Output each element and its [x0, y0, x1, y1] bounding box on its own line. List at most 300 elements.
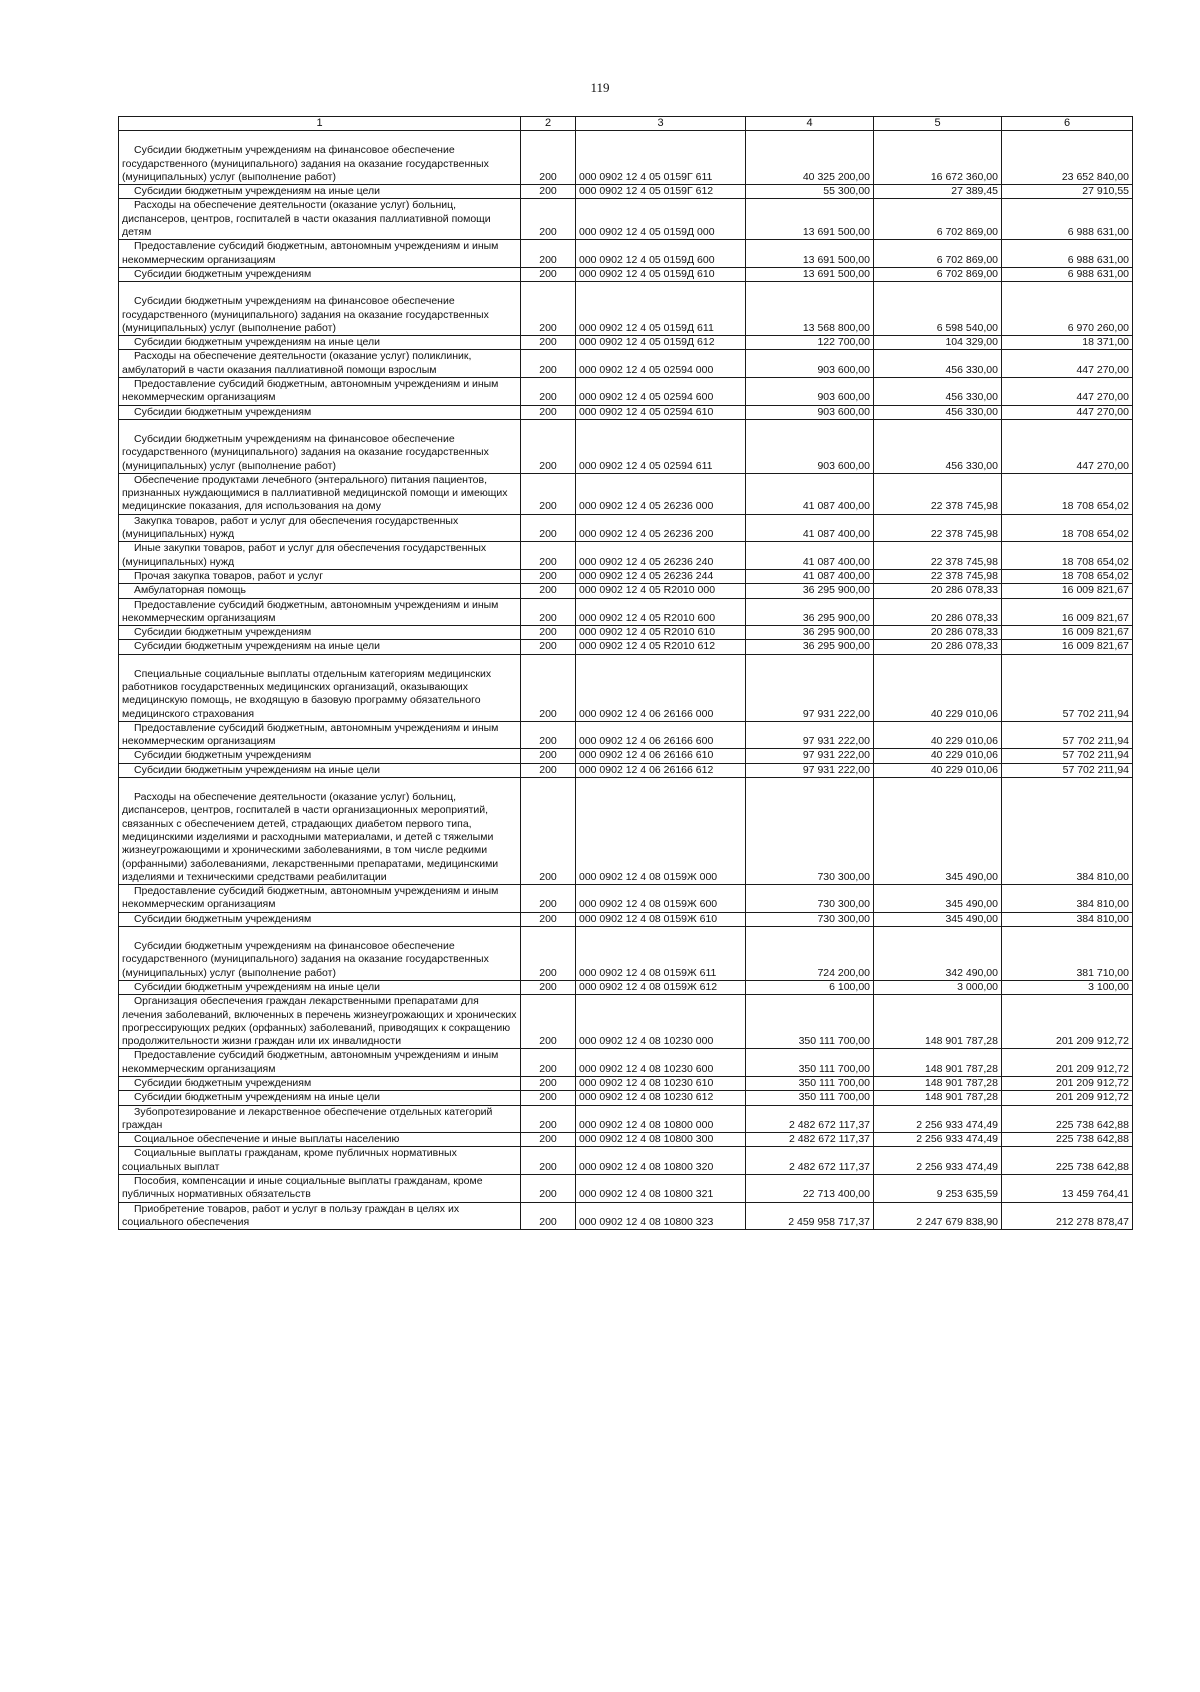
- row-value-col4: 41 087 400,00: [746, 569, 874, 583]
- row-description: [119, 763, 521, 777]
- table-row: [119, 267, 1133, 281]
- row-description-text: Субсидии бюджетным учреждениям: [134, 405, 312, 418]
- row-description: [119, 336, 521, 350]
- table-row: [119, 1049, 1133, 1077]
- row-description-text: Приобретение товаров, работ и услуг в пользу граждан в целях их социального обеспечения: [122, 1202, 460, 1228]
- row-description: [119, 419, 521, 473]
- row-value-col5: 20 286 078,33: [874, 584, 1002, 598]
- row-value-col4: 41 087 400,00: [746, 542, 874, 570]
- row-description: [119, 778, 521, 885]
- row-admin-code: 200: [521, 282, 576, 336]
- row-value-col4: 724 200,00: [746, 927, 874, 981]
- row-value-col5: 40 229 010,06: [874, 721, 1002, 749]
- row-value-col5: 456 330,00: [874, 419, 1002, 473]
- row-value-col5: 16 672 360,00: [874, 131, 1002, 185]
- row-classification-code: 000 0902 12 4 08 0159Ж 612: [576, 980, 746, 994]
- row-value-col5: 6 598 540,00: [874, 282, 1002, 336]
- row-value-col5: 40 229 010,06: [874, 749, 1002, 763]
- row-description-text: Предоставление субсидий бюджетным, автономным учреждениям и иным некоммерческим организациям: [122, 598, 499, 624]
- table-row: [119, 131, 1133, 185]
- row-classification-code: 000 0902 12 4 05 26236 200: [576, 514, 746, 542]
- row-description: [119, 584, 521, 598]
- row-description-text: Расходы на обеспечение деятельности (оказание услуг) больниц, диспансеров, центров, госпиталей в части оказания паллиативной помощи детям: [122, 199, 491, 239]
- row-admin-code: 200: [521, 419, 576, 473]
- row-description-text: Организация обеспечения граждан лекарственными препаратами для лечения заболеваний, включенных в перечень жизнеугрожающих и хронических прогрессирующих редких (орфанных) заболеваний, приводящих к сокращению продолжительности жизни граждан или их инвалидности: [122, 995, 517, 1048]
- row-description: [119, 350, 521, 378]
- table-row: [119, 640, 1133, 654]
- row-value-col4: 41 087 400,00: [746, 514, 874, 542]
- row-classification-code: 000 0902 12 4 05 R2010 000: [576, 584, 746, 598]
- row-admin-code: 200: [521, 721, 576, 749]
- row-value-col4: 13 568 800,00: [746, 282, 874, 336]
- header-col-3: 3: [576, 117, 746, 131]
- row-description-text: Расходы на обеспечение деятельности (оказание услуг) больниц, диспансеров, центров, госпиталей в части организационных мероприятий, связанных с обеспечением детей, страдающих диабетом первого типа, медицинскими изделиями и расходными материалами, и детей с тяжелыми жизнеугрожающими и хроническими заболеваниями, в том числе редкими (орфанными) заболеваниями, лекарственными препаратами, медицинскими изделиями и техническими средствами реабилитации: [122, 791, 499, 883]
- table-row: [119, 778, 1133, 885]
- row-value-col5: 345 490,00: [874, 778, 1002, 885]
- row-admin-code: 200: [521, 514, 576, 542]
- row-value-col5: 148 901 787,28: [874, 1091, 1002, 1105]
- row-value-col6: 201 209 912,72: [1002, 1091, 1133, 1105]
- row-spacer: [122, 131, 517, 144]
- row-value-col4: 13 691 500,00: [746, 240, 874, 268]
- row-admin-code: 200: [521, 1175, 576, 1203]
- table-row: [119, 185, 1133, 199]
- row-description-text: Пособия, компенсации и иные социальные выплаты гражданам, кроме публичных нормативных обязательств: [122, 1175, 483, 1201]
- table-row: [119, 419, 1133, 473]
- row-admin-code: 200: [521, 640, 576, 654]
- row-classification-code: 000 0902 12 4 05 02594 600: [576, 378, 746, 406]
- table-row: [119, 654, 1133, 721]
- header-row: [119, 117, 1133, 131]
- row-admin-code: 200: [521, 626, 576, 640]
- row-value-col6: 6 988 631,00: [1002, 267, 1133, 281]
- row-description-text: Предоставление субсидий бюджетным, автономным учреждениям и иным некоммерческим организациям: [122, 885, 499, 911]
- row-classification-code: 000 0902 12 4 08 10230 600: [576, 1049, 746, 1077]
- row-description: [119, 1202, 521, 1230]
- row-value-col4: 97 931 222,00: [746, 654, 874, 721]
- row-description: [119, 405, 521, 419]
- row-description-text: Субсидии бюджетным учреждениям: [134, 912, 312, 925]
- row-description-text: Прочая закупка товаров, работ и услуг: [134, 569, 324, 582]
- row-value-col4: 2 482 672 117,37: [746, 1133, 874, 1147]
- row-admin-code: 200: [521, 912, 576, 926]
- row-classification-code: 000 0902 12 4 06 26166 600: [576, 721, 746, 749]
- row-description-text: Субсидии бюджетным учреждениям: [134, 267, 312, 280]
- row-description: [119, 1105, 521, 1133]
- row-value-col4: 40 325 200,00: [746, 131, 874, 185]
- row-classification-code: 000 0902 12 4 06 26166 610: [576, 749, 746, 763]
- row-description: [119, 1175, 521, 1203]
- row-admin-code: 200: [521, 473, 576, 514]
- row-value-col5: 2 256 933 474,49: [874, 1147, 1002, 1175]
- row-admin-code: 200: [521, 185, 576, 199]
- header-col-1: 1: [119, 117, 521, 131]
- row-value-col6: 212 278 878,47: [1002, 1202, 1133, 1230]
- row-description: [119, 995, 521, 1049]
- row-admin-code: 200: [521, 1049, 576, 1077]
- row-description: [119, 927, 521, 981]
- row-classification-code: 000 0902 12 4 08 0159Ж 610: [576, 912, 746, 926]
- row-description-text: Субсидии бюджетным учреждениям: [134, 626, 312, 639]
- row-value-col6: 16 009 821,67: [1002, 598, 1133, 626]
- row-value-col6: 6 970 260,00: [1002, 282, 1133, 336]
- row-description: [119, 749, 521, 763]
- row-classification-code: 000 0902 12 4 08 10800 323: [576, 1202, 746, 1230]
- row-classification-code: 000 0902 12 4 05 R2010 600: [576, 598, 746, 626]
- row-classification-code: 000 0902 12 4 05 26236 000: [576, 473, 746, 514]
- row-value-col6: 57 702 211,94: [1002, 763, 1133, 777]
- row-value-col4: 13 691 500,00: [746, 267, 874, 281]
- row-description-text: Специальные социальные выплаты отдельным категориям медицинских работников государственных медицинских организаций, оказывающих медицинскую помощь, не входящую в базовую программу обязательного медицинского страхования: [122, 667, 492, 720]
- row-value-col6: 18 371,00: [1002, 336, 1133, 350]
- row-description-text: Предоставление субсидий бюджетным, автономным учреждениям и иным некоммерческим организациям: [122, 1049, 499, 1075]
- row-value-col4: 2 482 672 117,37: [746, 1147, 874, 1175]
- table-row: [119, 1105, 1133, 1133]
- row-admin-code: 200: [521, 569, 576, 583]
- row-value-col5: 345 490,00: [874, 885, 1002, 913]
- row-description-text: Социальные выплаты гражданам, кроме публичных нормативных социальных выплат: [122, 1147, 457, 1173]
- table-row: [119, 995, 1133, 1049]
- row-admin-code: 200: [521, 1202, 576, 1230]
- row-value-col6: 57 702 211,94: [1002, 721, 1133, 749]
- row-classification-code: 000 0902 12 4 05 R2010 612: [576, 640, 746, 654]
- row-description: [119, 626, 521, 640]
- row-description-text: Субсидии бюджетным учреждениям: [134, 1077, 312, 1089]
- row-description-text: Амбулаторная помощь: [134, 584, 246, 597]
- row-admin-code: 200: [521, 267, 576, 281]
- row-description: [119, 378, 521, 406]
- row-value-col6: 3 100,00: [1002, 980, 1133, 994]
- row-description: [119, 514, 521, 542]
- table-row: [119, 350, 1133, 378]
- row-value-col5: 342 490,00: [874, 927, 1002, 981]
- table-row: [119, 598, 1133, 626]
- row-description-text: Субсидии бюджетным учреждениям на иные цели: [134, 763, 380, 776]
- row-classification-code: 000 0902 12 4 05 R2010 610: [576, 626, 746, 640]
- row-admin-code: 200: [521, 1147, 576, 1175]
- row-description: [119, 912, 521, 926]
- row-admin-code: 200: [521, 1077, 576, 1091]
- row-admin-code: 200: [521, 1091, 576, 1105]
- row-value-col6: 384 810,00: [1002, 885, 1133, 913]
- row-admin-code: 200: [521, 995, 576, 1049]
- row-classification-code: 000 0902 12 4 05 26236 240: [576, 542, 746, 570]
- row-value-col4: 350 111 700,00: [746, 995, 874, 1049]
- row-classification-code: 000 0902 12 4 05 0159Д 600: [576, 240, 746, 268]
- row-value-col4: 350 111 700,00: [746, 1091, 874, 1105]
- row-classification-code: 000 0902 12 4 08 10800 000: [576, 1105, 746, 1133]
- header-col-6: 6: [1002, 117, 1133, 131]
- row-admin-code: 200: [521, 336, 576, 350]
- table-row: [119, 336, 1133, 350]
- row-value-col5: 104 329,00: [874, 336, 1002, 350]
- row-description: [119, 282, 521, 336]
- row-value-col6: 201 209 912,72: [1002, 995, 1133, 1049]
- row-value-col4: 903 600,00: [746, 350, 874, 378]
- row-value-col5: 456 330,00: [874, 350, 1002, 378]
- row-description: [119, 980, 521, 994]
- row-value-col6: 23 652 840,00: [1002, 131, 1133, 185]
- row-value-col5: 3 000,00: [874, 980, 1002, 994]
- row-value-col4: 41 087 400,00: [746, 473, 874, 514]
- row-value-col6: 6 988 631,00: [1002, 240, 1133, 268]
- row-description: [119, 1091, 521, 1105]
- row-description: [119, 542, 521, 570]
- table-row: [119, 885, 1133, 913]
- row-description-text: Иные закупки товаров, работ и услуг для обеспечения государственных (муниципальных) нужд: [122, 542, 487, 568]
- row-classification-code: 000 0902 12 4 05 0159Г 612: [576, 185, 746, 199]
- table-row: [119, 240, 1133, 268]
- table-row: [119, 1091, 1133, 1105]
- row-value-col6: 57 702 211,94: [1002, 749, 1133, 763]
- row-admin-code: 200: [521, 584, 576, 598]
- row-value-col5: 456 330,00: [874, 405, 1002, 419]
- row-classification-code: 000 0902 12 4 05 0159Д 612: [576, 336, 746, 350]
- row-value-col5: 148 901 787,28: [874, 995, 1002, 1049]
- row-description-text: Субсидии бюджетным учреждениям на финансовое обеспечение государственного (муниципального) задания на оказание государственных (муниципальных) услуг (выполнение работ): [122, 940, 489, 979]
- row-value-col6: 201 209 912,72: [1002, 1049, 1133, 1077]
- row-description: [119, 721, 521, 749]
- table-row: [119, 282, 1133, 336]
- row-value-col6: 18 708 654,02: [1002, 514, 1133, 542]
- row-value-col5: 22 378 745,98: [874, 542, 1002, 570]
- row-value-col5: 6 702 869,00: [874, 267, 1002, 281]
- row-description-text: Субсидии бюджетным учреждениям на финансовое обеспечение государственного (муниципального) задания на оказание государственных (муниципальных) услуг (выполнение работ): [122, 295, 489, 334]
- table-row: [119, 721, 1133, 749]
- row-value-col6: 225 738 642,88: [1002, 1147, 1133, 1175]
- row-value-col4: 97 931 222,00: [746, 763, 874, 777]
- row-description-text: Субсидии бюджетным учреждениям на иные цели: [134, 1091, 380, 1104]
- table-row: [119, 514, 1133, 542]
- row-classification-code: 000 0902 12 4 08 10800 321: [576, 1175, 746, 1203]
- row-value-col4: 13 691 500,00: [746, 199, 874, 240]
- row-admin-code: 200: [521, 350, 576, 378]
- row-description-text: Социальное обеспечение и иные выплаты населению: [134, 1133, 400, 1146]
- row-description: [119, 131, 521, 185]
- row-classification-code: 000 0902 12 4 08 10230 612: [576, 1091, 746, 1105]
- row-value-col6: 18 708 654,02: [1002, 542, 1133, 570]
- row-value-col4: 122 700,00: [746, 336, 874, 350]
- row-value-col5: 20 286 078,33: [874, 598, 1002, 626]
- table-row: [119, 749, 1133, 763]
- row-classification-code: 000 0902 12 4 05 0159Д 000: [576, 199, 746, 240]
- row-description: [119, 569, 521, 583]
- row-value-col5: 456 330,00: [874, 378, 1002, 406]
- row-description-text: Субсидии бюджетным учреждениям: [134, 749, 312, 762]
- row-description: [119, 654, 521, 721]
- row-value-col4: 36 295 900,00: [746, 584, 874, 598]
- table-body: [119, 131, 1133, 1230]
- row-value-col6: 16 009 821,67: [1002, 584, 1133, 598]
- row-description-text: Расходы на обеспечение деятельности (оказание услуг) поликлиник, амбулаторий в части оказания паллиативной помощи взрослым: [122, 350, 472, 376]
- row-value-col4: 97 931 222,00: [746, 721, 874, 749]
- row-classification-code: 000 0902 12 4 05 0159Г 611: [576, 131, 746, 185]
- row-value-col5: 22 378 745,98: [874, 473, 1002, 514]
- row-value-col6: 225 738 642,88: [1002, 1105, 1133, 1133]
- row-classification-code: 000 0902 12 4 08 10800 320: [576, 1147, 746, 1175]
- page-number: 119: [590, 80, 610, 95]
- table-row: [119, 1175, 1133, 1203]
- table-header: [119, 117, 1133, 131]
- header-col-2: 2: [521, 117, 576, 131]
- row-description: [119, 267, 521, 281]
- table-row: [119, 927, 1133, 981]
- row-classification-code: 000 0902 12 4 05 0159Д 610: [576, 267, 746, 281]
- row-classification-code: 000 0902 12 4 05 0159Д 611: [576, 282, 746, 336]
- row-value-col6: 447 270,00: [1002, 350, 1133, 378]
- row-description: [119, 473, 521, 514]
- table-row: [119, 542, 1133, 570]
- row-description-text: Субсидии бюджетным учреждениям на финансовое обеспечение государственного (муниципального) задания на оказание государственных (муниципальных) услуг (выполнение работ): [122, 144, 489, 183]
- row-admin-code: 200: [521, 885, 576, 913]
- row-value-col5: 345 490,00: [874, 912, 1002, 926]
- row-admin-code: 200: [521, 131, 576, 185]
- row-value-col5: 20 286 078,33: [874, 626, 1002, 640]
- row-value-col6: 384 810,00: [1002, 912, 1133, 926]
- row-description-text: Предоставление субсидий бюджетным, автономным учреждениям и иным некоммерческим организациям: [122, 240, 499, 266]
- row-admin-code: 200: [521, 778, 576, 885]
- row-value-col4: 903 600,00: [746, 419, 874, 473]
- row-admin-code: 200: [521, 542, 576, 570]
- row-value-col6: 447 270,00: [1002, 405, 1133, 419]
- row-description: [119, 640, 521, 654]
- row-value-col6: 27 910,55: [1002, 185, 1133, 199]
- table-row: [119, 569, 1133, 583]
- row-description: [119, 240, 521, 268]
- row-value-col4: 730 300,00: [746, 912, 874, 926]
- row-value-col4: 22 713 400,00: [746, 1175, 874, 1203]
- row-value-col5: 22 378 745,98: [874, 569, 1002, 583]
- row-value-col4: 903 600,00: [746, 378, 874, 406]
- row-admin-code: 200: [521, 405, 576, 419]
- row-value-col4: 97 931 222,00: [746, 749, 874, 763]
- row-value-col5: 9 253 635,59: [874, 1175, 1002, 1203]
- row-value-col4: 730 300,00: [746, 885, 874, 913]
- table-row: [119, 763, 1133, 777]
- table-row: [119, 378, 1133, 406]
- row-description: [119, 1049, 521, 1077]
- row-value-col4: 350 111 700,00: [746, 1077, 874, 1091]
- row-classification-code: 000 0902 12 4 06 26166 000: [576, 654, 746, 721]
- row-value-col5: 6 702 869,00: [874, 199, 1002, 240]
- row-value-col4: 903 600,00: [746, 405, 874, 419]
- row-admin-code: 200: [521, 927, 576, 981]
- row-value-col5: 2 256 933 474,49: [874, 1105, 1002, 1133]
- header-col-4: 4: [746, 117, 874, 131]
- row-value-col6: 447 270,00: [1002, 419, 1133, 473]
- row-classification-code: 000 0902 12 4 05 02594 611: [576, 419, 746, 473]
- row-description: [119, 885, 521, 913]
- table-row: [119, 1202, 1133, 1230]
- table-row: [119, 1077, 1133, 1091]
- row-admin-code: 200: [521, 598, 576, 626]
- table-row: [119, 473, 1133, 514]
- row-admin-code: 200: [521, 1133, 576, 1147]
- row-value-col5: 40 229 010,06: [874, 763, 1002, 777]
- row-description-text: Предоставление субсидий бюджетным, автономным учреждениям и иным некоммерческим организациям: [122, 378, 499, 404]
- row-description-text: Субсидии бюджетным учреждениям на финансовое обеспечение государственного (муниципального) задания на оказание государственных (муниципальных) услуг (выполнение работ): [122, 432, 489, 472]
- row-spacer: [122, 282, 517, 295]
- row-description-text: Субсидии бюджетным учреждениям на иные цели: [134, 185, 380, 198]
- row-value-col5: 148 901 787,28: [874, 1049, 1002, 1077]
- row-value-col6: 447 270,00: [1002, 378, 1133, 406]
- row-classification-code: 000 0902 12 4 05 02594 610: [576, 405, 746, 419]
- row-value-col6: 18 708 654,02: [1002, 569, 1133, 583]
- row-admin-code: 200: [521, 763, 576, 777]
- row-value-col6: 16 009 821,67: [1002, 626, 1133, 640]
- row-description-text: Обеспечение продуктами лечебного (энтерального) питания пациентов, признанных нуждающимися в паллиативной медицинской помощи и имеющих медицинские показания, для использования на дому: [122, 473, 508, 513]
- table-row: [119, 980, 1133, 994]
- row-value-col6: 18 708 654,02: [1002, 473, 1133, 514]
- row-value-col6: 381 710,00: [1002, 927, 1133, 981]
- row-value-col4: 36 295 900,00: [746, 640, 874, 654]
- row-value-col6: 201 209 912,72: [1002, 1077, 1133, 1091]
- row-value-col6: 16 009 821,67: [1002, 640, 1133, 654]
- row-description-text: Субсидии бюджетным учреждениям на иные цели: [134, 640, 380, 653]
- row-classification-code: 000 0902 12 4 05 26236 244: [576, 569, 746, 583]
- row-value-col4: 36 295 900,00: [746, 598, 874, 626]
- table-row: [119, 912, 1133, 926]
- row-classification-code: 000 0902 12 4 08 0159Ж 600: [576, 885, 746, 913]
- row-spacer: [122, 420, 517, 433]
- row-admin-code: 200: [521, 749, 576, 763]
- row-classification-code: 000 0902 12 4 08 0159Ж 611: [576, 927, 746, 981]
- row-description: [119, 598, 521, 626]
- row-value-col4: 2 482 672 117,37: [746, 1105, 874, 1133]
- row-description-text: Субсидии бюджетным учреждениям на иные цели: [134, 980, 380, 993]
- row-admin-code: 200: [521, 240, 576, 268]
- table-row: [119, 405, 1133, 419]
- row-description: [119, 1133, 521, 1147]
- row-value-col6: 384 810,00: [1002, 778, 1133, 885]
- row-value-col5: 6 702 869,00: [874, 240, 1002, 268]
- row-description: [119, 199, 521, 240]
- table-row: [119, 1147, 1133, 1175]
- table-row: [119, 626, 1133, 640]
- row-description-text: Предоставление субсидий бюджетным, автономным учреждениям и иным некоммерческим организациям: [122, 721, 499, 748]
- row-classification-code: 000 0902 12 4 08 10800 300: [576, 1133, 746, 1147]
- row-value-col5: 2 247 679 838,90: [874, 1202, 1002, 1230]
- row-value-col5: 40 229 010,06: [874, 654, 1002, 721]
- row-value-col4: 730 300,00: [746, 778, 874, 885]
- budget-table: [118, 116, 1133, 1230]
- row-description-text: Зубопротезирование и лекарственное обеспечение отдельных категорий граждан: [122, 1105, 493, 1131]
- row-value-col5: 27 389,45: [874, 185, 1002, 199]
- row-admin-code: 200: [521, 199, 576, 240]
- row-value-col4: 6 100,00: [746, 980, 874, 994]
- row-description: [119, 1077, 521, 1091]
- row-spacer: [122, 927, 517, 940]
- row-value-col6: 13 459 764,41: [1002, 1175, 1133, 1203]
- row-value-col4: 2 459 958 717,37: [746, 1202, 874, 1230]
- header-col-5: 5: [874, 117, 1002, 131]
- row-value-col5: 2 256 933 474,49: [874, 1133, 1002, 1147]
- row-value-col5: 148 901 787,28: [874, 1077, 1002, 1091]
- row-value-col4: 55 300,00: [746, 185, 874, 199]
- row-classification-code: 000 0902 12 4 08 10230 610: [576, 1077, 746, 1091]
- row-spacer: [122, 655, 517, 668]
- row-admin-code: 200: [521, 378, 576, 406]
- row-classification-code: 000 0902 12 4 08 10230 000: [576, 995, 746, 1049]
- row-admin-code: 200: [521, 980, 576, 994]
- row-classification-code: 000 0902 12 4 08 0159Ж 000: [576, 778, 746, 885]
- row-value-col5: 22 378 745,98: [874, 514, 1002, 542]
- row-classification-code: 000 0902 12 4 06 26166 612: [576, 763, 746, 777]
- table-row: [119, 584, 1133, 598]
- row-admin-code: 200: [521, 654, 576, 721]
- row-admin-code: 200: [521, 1105, 576, 1133]
- row-value-col6: 225 738 642,88: [1002, 1133, 1133, 1147]
